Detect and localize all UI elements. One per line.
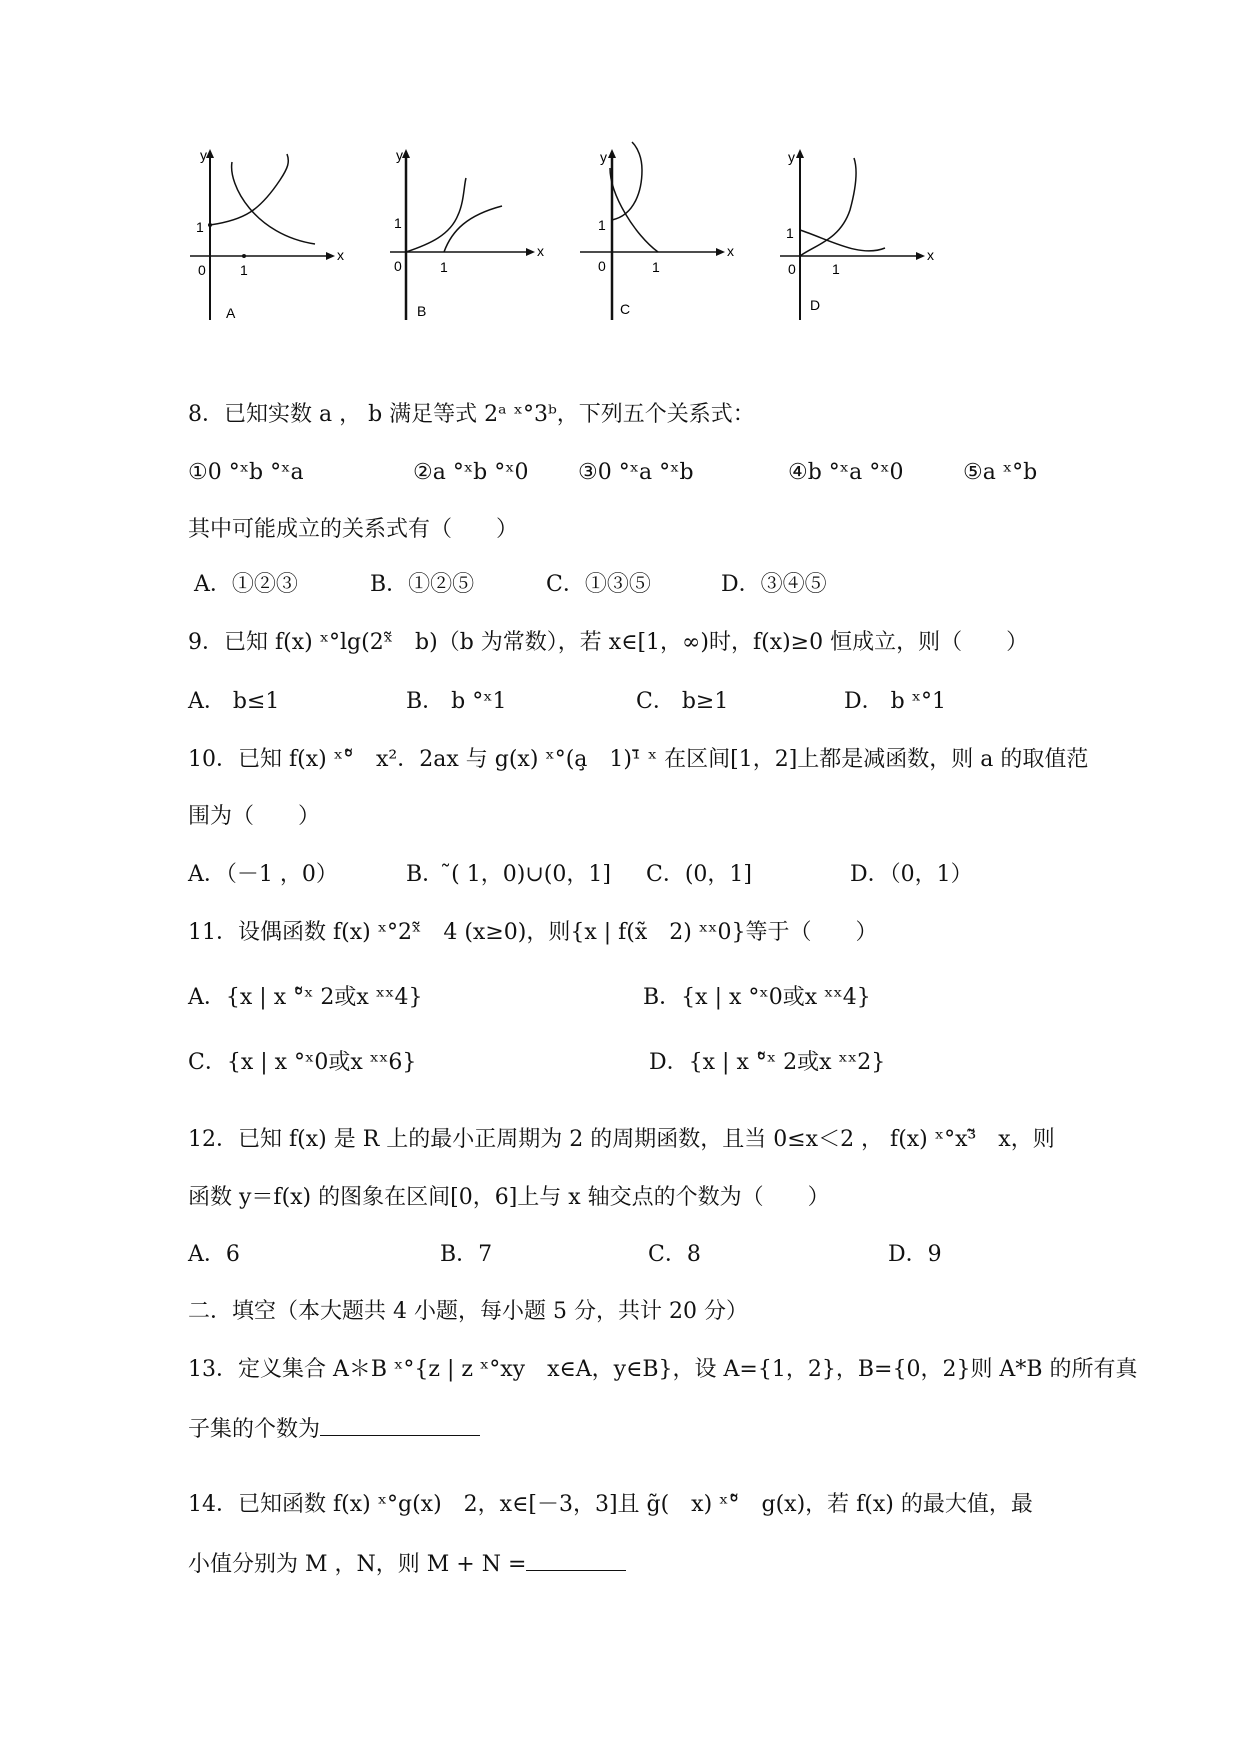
q9-option-d: D． b ˣ°1	[844, 689, 947, 714]
answer-graphs	[190, 140, 1050, 370]
graph-c-x-label: x	[727, 243, 734, 259]
q13-stem-2-line	[188, 1413, 480, 1445]
q8-relations	[188, 458, 1088, 488]
graph-b-one-y: 1	[394, 215, 402, 231]
q8-option-c: C．①③⑤	[546, 572, 651, 597]
graph-b	[390, 140, 590, 370]
graph-a	[190, 140, 390, 370]
q10-stem-2: 围为（ ）	[188, 804, 321, 829]
graph-d-x-label: x	[927, 247, 934, 263]
q11-options-row-1	[188, 983, 1088, 1013]
q10-option-a: A．（－1 ，0）	[188, 862, 338, 887]
q11-option-d: D．{x | x °̃ˣ 2或x ˣˣ2}	[649, 1050, 886, 1075]
graph-c-one-y: 1	[598, 217, 606, 233]
graph-b-y-label: y	[396, 147, 403, 163]
graph-c-label: C	[620, 301, 631, 317]
q11-option-b: B．{x | x °ˣ0或x ˣˣ4}	[643, 985, 871, 1010]
q9-option-a: A． b≤1	[188, 689, 280, 714]
q14-stem-1: 14．已知函数 f(x) ˣ°g(x) 2，x∈[－3，3]且 g̃( x) ˣ°̃ g(x)，若 f(x) 的最大值，最	[188, 1492, 1033, 1517]
graph-d-svg	[780, 140, 980, 370]
graph-d	[780, 140, 980, 370]
q14-stem-2: 小值分别为 M ，N，则 M + N =	[188, 1552, 527, 1577]
q12-stem-1: 12．已知 f(x) 是 R 上的最小正周期为 2 的周期函数，且当 0≤x＜2 ， f(x) ˣ°x³̃ x，则	[188, 1127, 1055, 1152]
q8-rel-3: ③0 °ˣa °ˣb	[578, 460, 694, 485]
graph-a-one-y: 1	[196, 219, 204, 235]
q10-option-c: C．(0，1]	[646, 862, 752, 887]
section-2-heading: 二．填空（本大题共 4 小题，每小题 5 分，共计 20 分）	[188, 1299, 748, 1324]
graph-d-origin: 0	[788, 261, 796, 277]
q12-option-a: A．6	[188, 1242, 240, 1267]
q8-rel-2: ②a °ˣb °ˣ0	[413, 460, 529, 485]
graph-b-svg	[390, 140, 590, 370]
q12-options	[188, 1240, 1088, 1270]
q13-stem-2: 子集的个数为	[188, 1417, 321, 1442]
graph-b-label: B	[417, 303, 427, 319]
graph-d-y-label: y	[788, 149, 795, 165]
q12-stem-2: 函数 y＝f(x) 的图象在区间[0，6]上与 x 轴交点的个数为（ ）	[188, 1185, 830, 1210]
q10-stem-1: 10．已知 f(x) ˣ°̃ x²．2ax 与 g(x) ˣ°(a̧ 1)¹̄ ˣ 在区间[1，2]上都是减函数，则 a 的取值范	[188, 747, 1089, 772]
q8-option-d: D．③④⑤	[721, 572, 827, 597]
graph-a-origin: 0	[198, 262, 206, 278]
graph-a-label: A	[226, 305, 236, 321]
q12-option-c: C．8	[648, 1242, 701, 1267]
q10-option-d: D．（0，1）	[850, 862, 973, 887]
q13-stem-1: 13．定义集合 A＊B ˣ°{z | z ˣ°xy x∈A，y∈B}，设 A={1，2}，B={0，2}则 A*B 的所有真	[188, 1357, 1138, 1382]
q8-option-a: A．①②③	[194, 572, 298, 597]
q10-options	[188, 860, 1088, 890]
q8-tail: 其中可能成立的关系式有（ ）	[188, 517, 519, 542]
q8-rel-5: ⑤a ˣ°b	[963, 460, 1038, 485]
graph-a-one-x: 1	[240, 262, 248, 278]
graph-c-y-label: y	[600, 149, 607, 165]
graph-b-one-x: 1	[440, 259, 448, 275]
q9-stem: 9．已知 f(x) ˣ°lg(2ˣ̃ b)（b 为常数），若 x∈[1，∞)时，f(x)≥0 恒成立，则（ ）	[188, 630, 1029, 655]
q9-option-b: B． b °ˣ1	[406, 689, 507, 714]
q8-options	[188, 570, 1088, 600]
graph-c-one-x: 1	[652, 259, 660, 275]
graph-c-svg	[580, 140, 780, 370]
q11-option-a: A．{x | x °̃ˣ 2或x ˣˣ4}	[188, 985, 423, 1010]
q12-option-b: B．7	[440, 1242, 493, 1267]
graph-b-origin: 0	[394, 258, 402, 274]
q9-option-c: C． b≥1	[636, 689, 729, 714]
graph-a-svg	[190, 140, 390, 370]
graph-c-origin: 0	[598, 258, 606, 274]
q11-stem: 11．设偶函数 f(x) ˣ°2ˣ̃ 4 (x≥0)，则{x | f(x̃ 2) ˣˣ0}等于（ ）	[188, 920, 878, 945]
q8-option-b: B．①②⑤	[370, 572, 475, 597]
graph-d-one-x: 1	[832, 261, 840, 277]
q9-options	[188, 687, 1088, 717]
graph-a-x-label: x	[337, 247, 344, 263]
graph-d-one-y: 1	[786, 225, 794, 241]
graph-a-y-label: y	[200, 147, 207, 163]
q10-option-b: B． ̃( 1，0)∪(0，1]	[406, 862, 611, 887]
graph-d-label: D	[810, 297, 821, 313]
q13-answer-blank[interactable]	[320, 1413, 480, 1436]
graph-b-x-label: x	[537, 243, 544, 259]
q14-stem-2-line	[188, 1548, 626, 1580]
q11-option-c: C．{x | x °ˣ0或x ˣˣ6}	[188, 1050, 417, 1075]
q8-stem: 8．已知实数 a ， b 满足等式 2ᵃ ˣ°3ᵇ，下列五个关系式：	[188, 402, 755, 427]
q14-answer-blank[interactable]	[526, 1548, 626, 1571]
q12-option-d: D．9	[888, 1242, 942, 1267]
graph-c	[580, 140, 780, 370]
q8-rel-4: ④b °ˣa °ˣ0	[788, 460, 904, 485]
q8-rel-1: ①0 °ˣb °ˣa	[188, 460, 304, 485]
q11-options-row-2	[188, 1048, 1088, 1078]
